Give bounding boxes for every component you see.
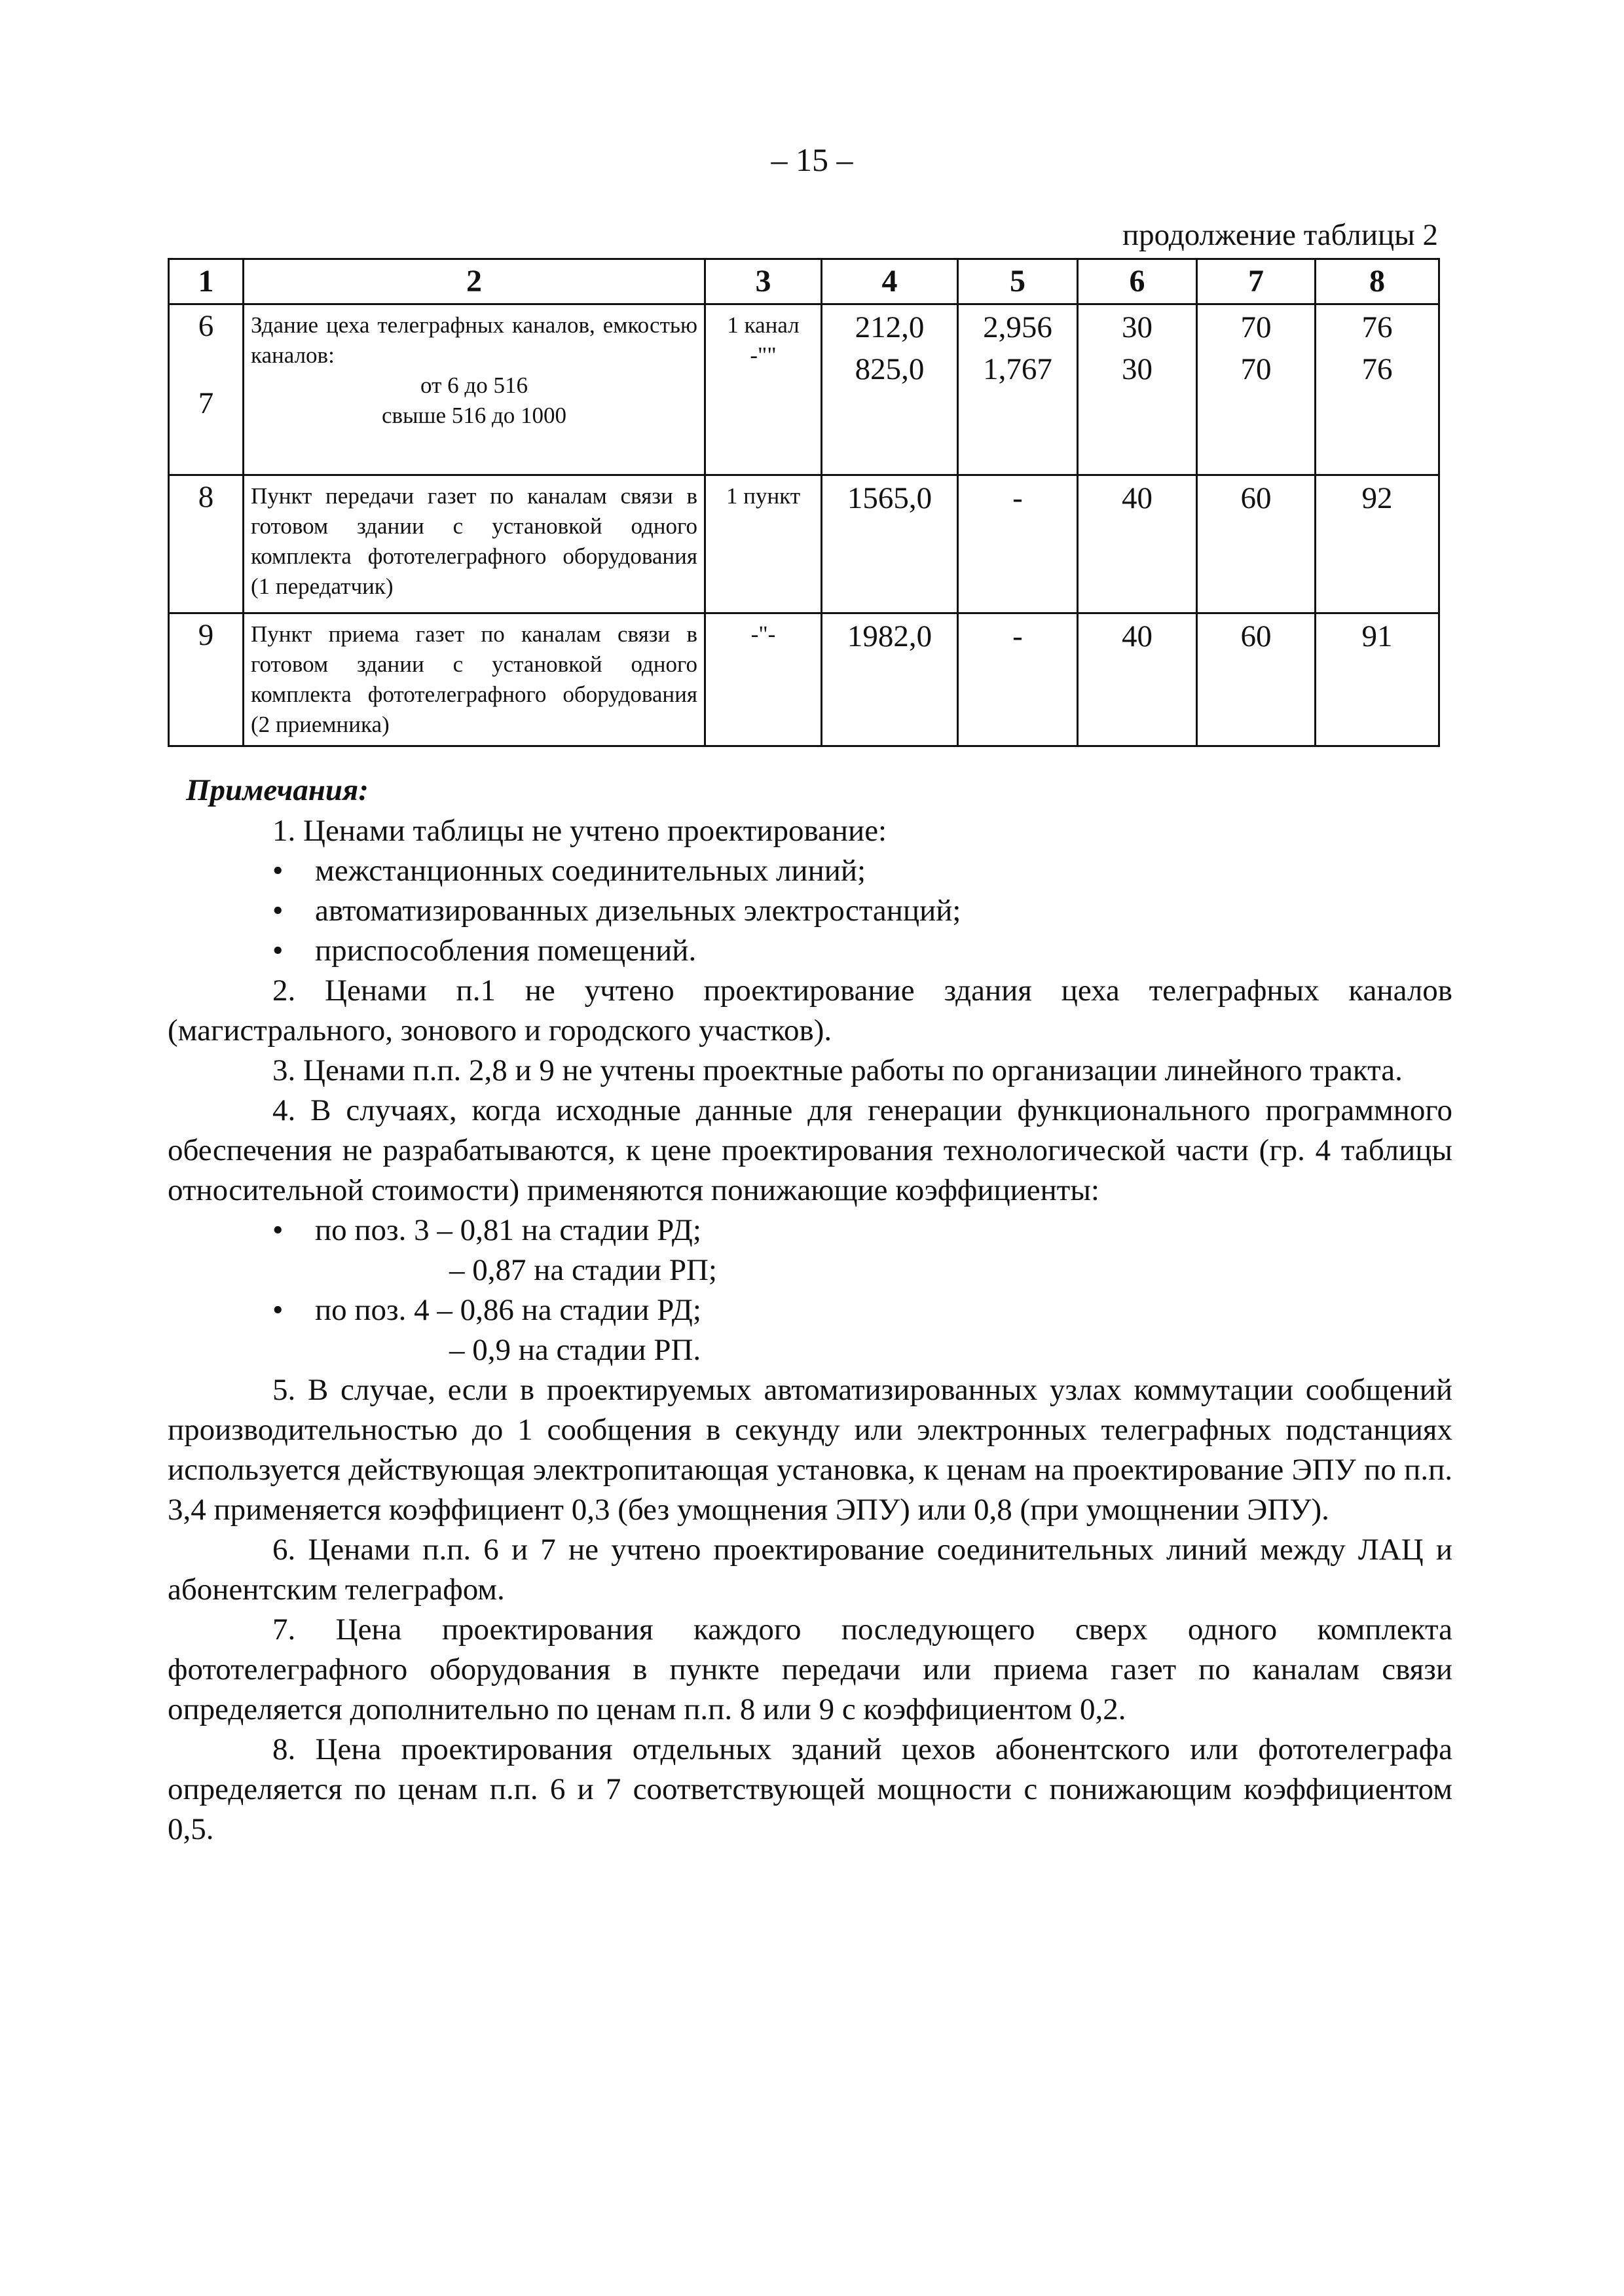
note-8: 8. Цена проектирования отдельных зданий цехов абонентского или фототелеграфа определяется по ценам п.п. 6 и 7 соответствующей мощности с понижающим коэффициентом 0,5. xyxy=(168,1732,1452,1846)
value: 76 xyxy=(1361,310,1393,344)
value: 30 xyxy=(1122,352,1153,386)
description-subitem: свыше 516 до 1000 xyxy=(381,403,567,428)
header-cell: 2 xyxy=(244,259,705,304)
value-cell xyxy=(1316,304,1439,475)
row-number-cell xyxy=(169,613,244,746)
value: 825,0 xyxy=(855,352,925,386)
value-cell xyxy=(958,304,1078,475)
table-row xyxy=(169,475,1439,613)
description-subitem: от 6 до 516 xyxy=(420,373,528,398)
unit-cell: -"- xyxy=(705,613,822,746)
unit-cell xyxy=(705,304,822,475)
value-cell xyxy=(1078,475,1197,613)
bullet-icon: • xyxy=(272,1293,284,1327)
value: 70 xyxy=(1240,310,1272,344)
header-cell: 7 xyxy=(1197,259,1316,304)
value: 40 xyxy=(1122,619,1153,653)
value: 1565,0 xyxy=(847,481,932,515)
note-4-subline: – 0,9 на стадии РП. xyxy=(449,1333,701,1367)
note-1-bullet xyxy=(168,931,1452,971)
value-cell xyxy=(958,613,1078,746)
description-cell: Пункт передачи газет по каналам связи в готовом здании с установкой одного комплекта фототелеграфного оборудования (1 передатчик) xyxy=(244,475,705,613)
note-7: 7. Цена проектирования каждого последующего сверх одного комплекта фототелеграфного оборудования в пункте передачи или приема газет по каналам связи определяется дополнительно по ценам п.п. 8 или 9 с коэффициентом 0,2. xyxy=(168,1613,1452,1726)
value-cell xyxy=(1316,613,1439,746)
header-cell: 8 xyxy=(1316,259,1439,304)
note-4-bullet xyxy=(168,1290,1452,1330)
notes-heading-spacer xyxy=(168,771,1452,811)
bullet-icon: • xyxy=(272,894,284,928)
notes-section xyxy=(168,771,1452,1850)
value-cell xyxy=(1078,304,1197,475)
value: - xyxy=(1012,481,1023,515)
value: 40 xyxy=(1122,481,1153,515)
bullet-text: межстанционных соединительных линий; xyxy=(315,854,866,888)
description-text: Здание цеха телеграфных каналов, емкостью каналов: xyxy=(251,312,697,368)
row-number: 7 xyxy=(198,386,214,420)
note-1-bullet xyxy=(168,851,1452,891)
value: 1,767 xyxy=(983,352,1052,386)
value: 60 xyxy=(1240,619,1272,653)
value: 1982,0 xyxy=(847,619,932,653)
row-number-cell xyxy=(169,304,244,475)
row-number: 9 xyxy=(198,618,214,652)
row-number: 8 xyxy=(198,480,214,514)
value-cell xyxy=(822,613,958,746)
value: 30 xyxy=(1122,310,1153,344)
bullet-icon: • xyxy=(272,934,284,968)
value: 70 xyxy=(1240,352,1272,386)
bullet-icon: • xyxy=(272,1213,284,1247)
value-cell xyxy=(822,475,958,613)
note-1: 1. Ценами таблицы не учтено проектирование: xyxy=(272,814,887,848)
bullet-text: приспособления помещений. xyxy=(315,934,697,968)
row-number: 6 xyxy=(198,309,214,343)
note-2: 2. Ценами п.1 не учтено проектирование здания цеха телеграфных каналов (магистрального, зонового и городского участков). xyxy=(168,974,1452,1048)
bullet-icon: • xyxy=(272,854,284,888)
note-4-bullet xyxy=(168,1211,1452,1250)
page-number: – 15 – xyxy=(771,141,853,178)
value: 60 xyxy=(1240,481,1272,515)
bullet-text: автоматизированных дизельных электростанций; xyxy=(315,894,961,928)
note-1-bullet xyxy=(168,891,1452,931)
bullet-text: по поз. 4 – 0,86 на стадии РД; xyxy=(315,1293,701,1327)
value-cell xyxy=(1078,613,1197,746)
header-cell: 6 xyxy=(1078,259,1197,304)
table-row xyxy=(169,613,1439,746)
price-table xyxy=(168,258,1440,747)
table-header-row xyxy=(169,259,1439,304)
value-cell xyxy=(1316,475,1439,613)
value: 2,956 xyxy=(983,310,1052,344)
unit-cell: 1 пункт xyxy=(705,475,822,613)
header-cell: 4 xyxy=(822,259,958,304)
header-cell: 1 xyxy=(169,259,244,304)
value-cell xyxy=(1197,475,1316,613)
description-cell: Пункт приема газет по каналам связи в готовом здании с установкой одного комплекта фототелеграфного оборудования (2 приемника) xyxy=(244,613,705,746)
note-4-subline: – 0,87 на стадии РП; xyxy=(449,1253,717,1287)
value: 212,0 xyxy=(855,310,925,344)
value-cell xyxy=(958,475,1078,613)
note-3: 3. Ценами п.п. 2,8 и 9 не учтены проектные работы по организации линейного тракта. xyxy=(272,1053,1403,1087)
description-cell xyxy=(244,304,705,475)
table-row xyxy=(169,304,1439,475)
unit-text: 1 канал xyxy=(727,312,800,338)
bullet-text: по поз. 3 – 0,81 на стадии РД; xyxy=(315,1213,701,1247)
header-cell: 3 xyxy=(705,259,822,304)
header-cell: 5 xyxy=(958,259,1078,304)
value: 92 xyxy=(1361,481,1393,515)
notes-heading: Примечания: xyxy=(186,773,369,807)
value: 76 xyxy=(1361,352,1393,386)
value: 91 xyxy=(1361,619,1393,653)
note-6: 6. Ценами п.п. 6 и 7 не учтено проектирование соединительных линий между ЛАЦ и абонентским телеграфом. xyxy=(168,1533,1452,1607)
value-cell xyxy=(1197,304,1316,475)
note-4: 4. В случаях, когда исходные данные для генерации функционального программного обеспечения не разрабатываются, к цене проектирования технологической части (гр. 4 таблицы относительной стоимости) применяются понижающие коэффициенты: xyxy=(168,1093,1452,1207)
value-cell xyxy=(822,304,958,475)
unit-text: -"" xyxy=(750,342,777,368)
value-cell xyxy=(1197,613,1316,746)
value: - xyxy=(1012,619,1023,653)
table-continuation-caption: продолжение таблицы 2 xyxy=(1122,218,1438,252)
row-number-cell xyxy=(169,475,244,613)
note-5: 5. В случае, если в проектируемых автоматизированных узлах коммутации сообщений производительностью до 1 сообщения в секунду или электронных телеграфных подстанциях используется действующая электропитающая установка, к ценам на проектирование ЭПУ по п.п. 3,4 применяется коэффициент 0,3 (без умощнения ЭПУ) или 0,8 (при умощнении ЭПУ). xyxy=(168,1373,1452,1527)
